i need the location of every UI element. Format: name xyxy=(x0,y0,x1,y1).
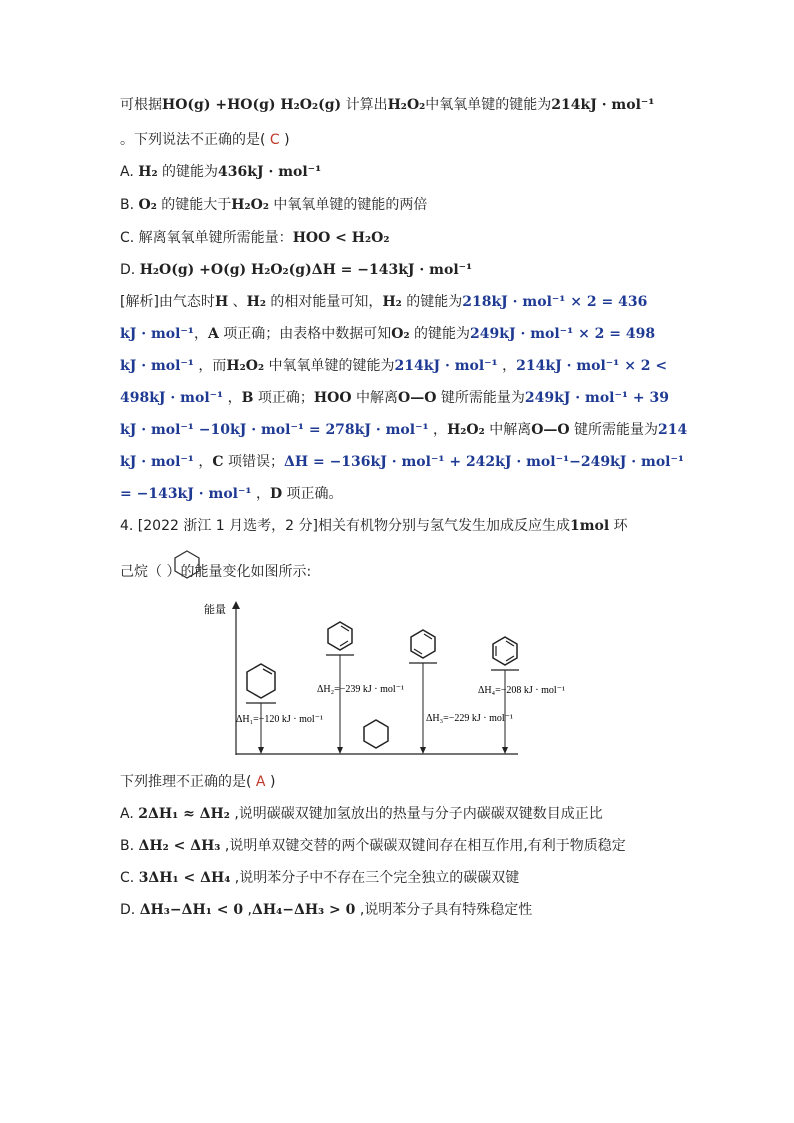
text-segment: D. xyxy=(120,902,140,918)
text-segment: ΔH = −136kJ · mol⁻¹ + 242kJ · mol⁻¹−249kJ · mol⁻¹ xyxy=(284,454,684,470)
text-segment: C. 解离氧氧单键所需能量： xyxy=(120,230,293,246)
text-line-l18 xyxy=(120,836,626,856)
text-line-l9 xyxy=(120,356,667,376)
text-segment: B. xyxy=(120,838,139,854)
text-segment: 中氧氧单键的键能的两倍 xyxy=(268,197,428,213)
text-line-l14 xyxy=(120,516,628,536)
text-segment: ,说明碳碳双键加氢放出的热量与分子内碳碳双键数目成正比 xyxy=(229,806,603,822)
text-segment: 的键能为 xyxy=(157,164,219,180)
text-segment: ， xyxy=(223,390,242,406)
text-segment: 、 xyxy=(228,294,247,310)
label-dh2: ΔH₂=−239 kJ · mol⁻¹ xyxy=(317,684,404,695)
text-line-l7 xyxy=(120,292,647,312)
text-segment: 下列推理不正确的是( xyxy=(120,774,252,790)
text-segment: kJ · mol⁻¹ xyxy=(120,454,194,470)
text-line-l13 xyxy=(120,484,343,504)
text-segment: H₂ xyxy=(138,164,158,180)
text-segment: kJ · mol⁻¹ xyxy=(120,326,194,342)
text-line-l11 xyxy=(120,420,687,440)
text-line-l15 xyxy=(120,562,311,582)
cyclohexene-molecule xyxy=(247,664,275,698)
text-segment: ,说明苯分子具有特殊稳定性 xyxy=(355,902,533,918)
y-axis-arrow xyxy=(232,601,240,609)
text-segment: 2ΔH₁ ≈ ΔH₂ xyxy=(138,806,230,822)
text-segment: A xyxy=(207,326,219,342)
text-segment: kJ · mol⁻¹ xyxy=(120,358,194,374)
text-segment: HO(g) +HO(g) H₂O₂(g) xyxy=(162,97,342,113)
text-segment: 。下列说法不正确的是( xyxy=(120,132,266,148)
text-segment: B xyxy=(241,390,254,406)
text-segment: 项错误； xyxy=(223,454,284,470)
label-dh4: ΔH₄=−208 kJ · mol⁻¹ xyxy=(478,685,565,696)
text-segment: ,说明苯分子中不存在三个完全独立的碳碳双键 xyxy=(230,870,520,886)
cyclohexane-inline-icon xyxy=(171,548,203,580)
text-segment: 计算出 xyxy=(341,97,388,113)
text-segment: ΔH₂ < ΔH₃ xyxy=(138,838,221,854)
text-segment: ΔH₃−ΔH₁ < 0 xyxy=(139,902,244,918)
text-line-l5 xyxy=(120,228,389,248)
text-segment: ) xyxy=(269,774,276,790)
text-segment: O—O xyxy=(531,422,570,438)
text-segment: C. xyxy=(120,870,139,886)
text-segment: ， xyxy=(193,454,213,470)
text-segment: 中氧氧单键的键能为 xyxy=(425,97,552,113)
text-segment: H₂ xyxy=(382,294,402,310)
text-segment: ) xyxy=(284,132,290,148)
text-segment: 249kJ · mol⁻¹ × 2 = 498 xyxy=(470,326,656,342)
label-dh1: ΔH₁=−120 kJ · mol⁻¹ xyxy=(236,714,323,725)
cyclohexane-molecule xyxy=(364,720,388,748)
text-segment: ， xyxy=(428,422,448,438)
text-segment: 的键能为 xyxy=(409,326,471,342)
text-segment: 436kJ · mol⁻¹ xyxy=(218,164,322,180)
text-segment: 498kJ · mol⁻¹ xyxy=(120,390,224,406)
text-line-l2 xyxy=(120,130,290,150)
text-segment: 1mol xyxy=(569,518,610,534)
text-segment: H₂O₂ xyxy=(226,358,265,374)
text-segment: 249kJ · mol⁻¹ + 39 xyxy=(524,390,669,406)
benzene-molecule xyxy=(493,637,517,665)
text-segment: 中解离 xyxy=(484,422,532,438)
text-segment: B. xyxy=(120,197,139,213)
energy-diagram xyxy=(200,600,600,765)
text-segment: A xyxy=(251,774,270,790)
text-segment: 项正确。 xyxy=(282,486,343,502)
label-dh3: ΔH₃=−229 kJ · mol⁻¹ xyxy=(426,713,513,724)
text-segment: 可根据 xyxy=(120,97,162,113)
text-segment: ，而 xyxy=(193,358,227,374)
text-line-l17 xyxy=(120,804,603,824)
text-segment: 218kJ · mol⁻¹ × 2 = 436 xyxy=(462,294,648,310)
text-segment: 项正确； xyxy=(253,390,314,406)
text-segment: 214kJ · mol⁻¹ × 2 < xyxy=(516,358,668,374)
text-line-l16 xyxy=(120,772,275,792)
text-segment: 己烷（ ）的能量变化如图所示: xyxy=(120,564,312,580)
text-segment: ΔH₄−ΔH₃ > 0 xyxy=(252,902,356,918)
text-segment: H₂O₂ xyxy=(231,197,269,213)
text-segment: C xyxy=(212,454,224,470)
text-line-l3 xyxy=(120,162,321,182)
text-segment: 214kJ · mol⁻¹ xyxy=(394,358,498,374)
text-segment: H xyxy=(214,294,229,310)
text-line-l1 xyxy=(120,95,654,115)
text-line-l8 xyxy=(120,324,655,344)
text-line-l12 xyxy=(120,452,684,472)
text-segment: 键所需能量为 xyxy=(436,390,525,406)
text-segment: ,说明单双键交替的两个碳碳双键间存在相互作用,有利于物质稳定 xyxy=(220,838,626,854)
text-segment: = −143kJ · mol⁻¹ xyxy=(120,486,252,502)
text-segment: 214 xyxy=(658,422,688,438)
text-segment: O₂ xyxy=(138,197,157,213)
text-segment: H₂O₂ xyxy=(387,97,426,113)
text-segment: kJ · mol⁻¹ −10kJ · mol⁻¹ = 278kJ · mol⁻¹ xyxy=(120,422,429,438)
text-segment: 环 xyxy=(609,518,628,534)
text-segment: 的键能为 xyxy=(401,294,463,310)
text-segment: D xyxy=(269,486,283,502)
text-segment: H₂ xyxy=(246,294,266,310)
text-segment: A. xyxy=(120,164,139,180)
text-line-l10 xyxy=(120,388,669,408)
text-segment: [解析]由气态时 xyxy=(120,294,215,310)
text-segment: 键所需能量为 xyxy=(569,422,659,438)
text-segment: ， xyxy=(497,358,517,374)
text-line-l19 xyxy=(120,868,519,888)
text-segment: 的相对能量可知， xyxy=(265,294,383,310)
cyclohexadiene-14-molecule xyxy=(411,630,435,658)
text-segment: 3ΔH₁ < ΔH₄ xyxy=(138,870,231,886)
y-axis-label: 能量 xyxy=(204,604,226,616)
text-segment: H₂O(g) +O(g) H₂O₂(g)ΔH = −143kJ · mol⁻¹ xyxy=(139,262,473,278)
text-line-l4 xyxy=(120,195,427,215)
text-segment: HOO < H₂O₂ xyxy=(292,230,390,246)
text-segment: 4. [2022 浙江 1 月选考，2 分]相关有机物分别与氢气发生加成反应生成 xyxy=(120,518,570,534)
text-segment: A. xyxy=(120,806,139,822)
text-line-l20 xyxy=(120,900,532,920)
text-segment: O—O xyxy=(398,390,437,406)
text-segment: 中氧氧单键的键能为 xyxy=(264,358,395,374)
text-segment: ， xyxy=(251,486,270,502)
text-line-l6 xyxy=(120,260,472,280)
text-segment: ， xyxy=(193,326,208,342)
text-segment: , xyxy=(243,902,252,918)
text-segment: C xyxy=(265,132,285,148)
text-segment: 项正确；由表格中数据可知 xyxy=(218,326,392,342)
text-segment: HOO xyxy=(313,390,352,406)
text-segment: H₂O₂ xyxy=(447,422,485,438)
text-segment: 214kJ · mol⁻¹ xyxy=(551,97,655,113)
text-segment: O₂ xyxy=(391,326,410,342)
text-segment: 的键能大于 xyxy=(156,197,232,213)
text-segment: 中解离 xyxy=(351,390,398,406)
cyclohexadiene-molecule xyxy=(328,622,352,650)
text-segment: D. xyxy=(120,262,140,278)
